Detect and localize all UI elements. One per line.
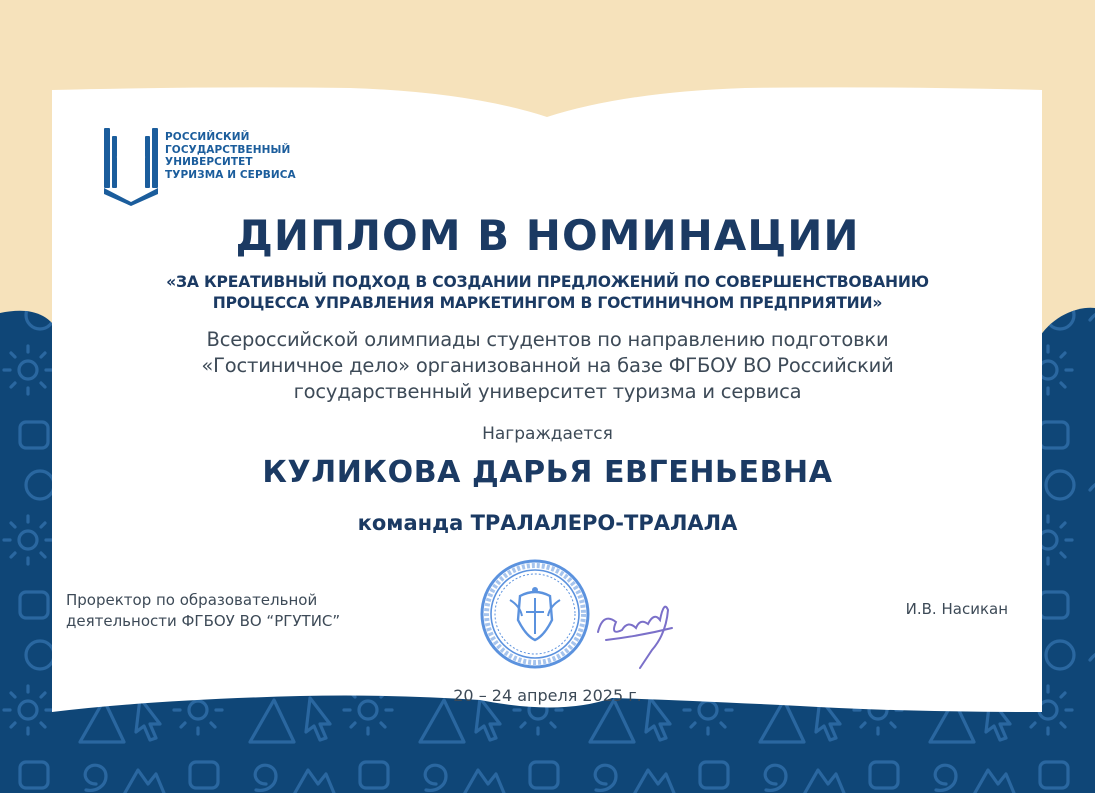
- nomination-line: «ЗА КРЕАТИВНЫЙ ПОДХОД В СОЗДАНИИ ПРЕДЛОЖЕНИЙ ПО СОВЕРШЕНСТВОВАНИЮ: [166, 273, 929, 291]
- diploma-title: ДИПЛОМ В НОМИНАЦИИ: [235, 211, 860, 260]
- signer-title-line: деятельности ФГБОУ ВО “РГУТИС”: [66, 612, 341, 630]
- signer-title-line: Проректор по образовательной: [66, 591, 318, 609]
- nomination-text: [60, 272, 1035, 314]
- description-line: государственный университет туризма и сервиса: [293, 380, 802, 403]
- recipient-name: КУЛИКОВА ДАРЬЯ ЕВГЕНЬЕВНА: [262, 455, 833, 490]
- signer-title: [66, 590, 406, 632]
- awarded-label: Награждается: [482, 424, 613, 444]
- university-name: [165, 131, 365, 181]
- olympiad-description: [100, 327, 995, 405]
- logo-line: УНИВЕРСИТЕТ: [165, 156, 253, 169]
- team-name: команда ТРАЛАЛЕРО-ТРАЛАЛА: [357, 511, 738, 535]
- logo-line: ГОСУДАРСТВЕННЫЙ: [165, 143, 291, 156]
- nomination-line: ПРОЦЕССА УПРАВЛЕНИЯ МАРКЕТИНГОМ В ГОСТИНИЧНОМ ПРЕДПРИЯТИИ»: [212, 294, 883, 312]
- event-date: 20 – 24 апреля 2025 г.: [453, 686, 642, 705]
- signer-name: И.В. Насикан: [905, 600, 1008, 618]
- logo-line: РОССИЙСКИЙ: [165, 131, 250, 143]
- description-line: «Гостиничное дело» организованной на базе ФГБОУ ВО Российский: [201, 354, 894, 377]
- logo-line: ТУРИЗМА И СЕРВИСА: [165, 168, 296, 181]
- description-line: Всероссийской олимпиады студентов по направлению подготовки: [206, 328, 889, 351]
